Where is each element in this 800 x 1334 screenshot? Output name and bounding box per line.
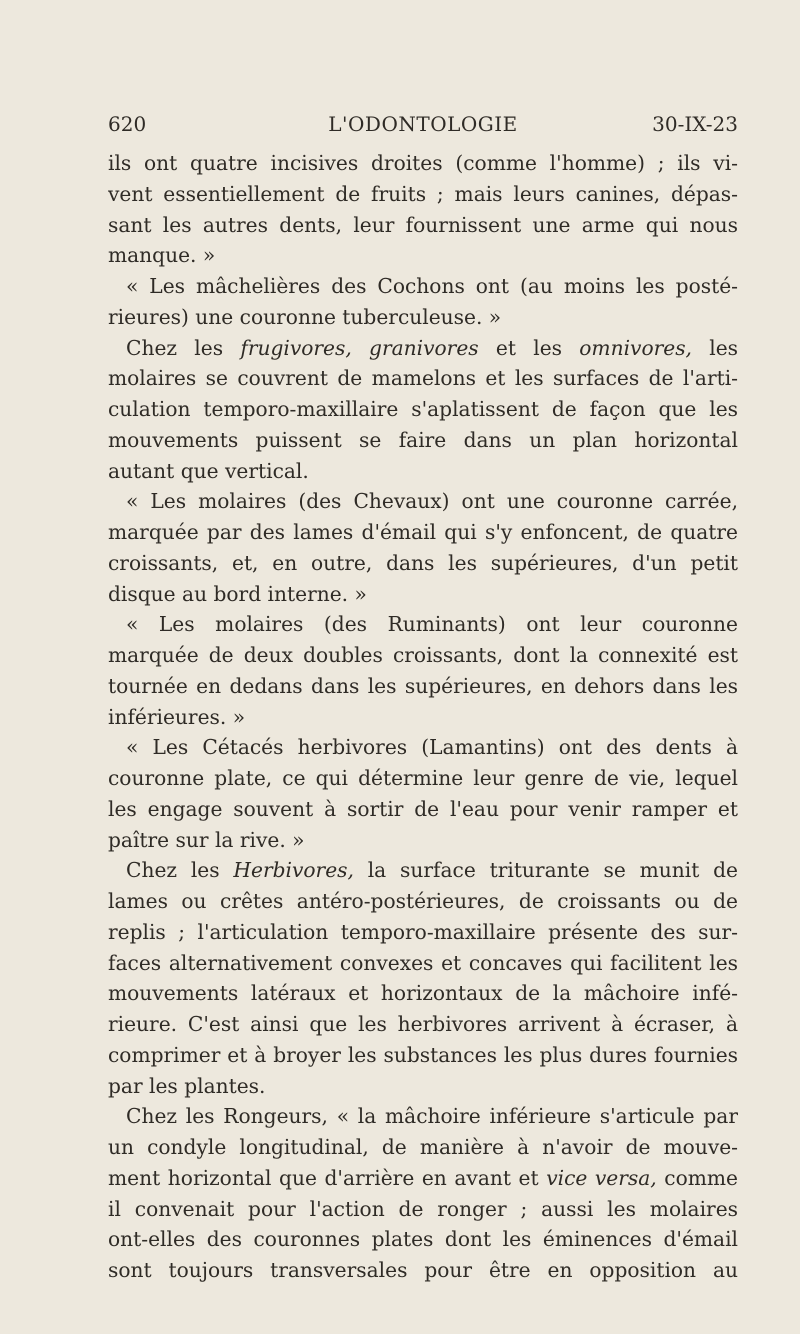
text-line [108,1009,738,1040]
text-run: manque. » [108,243,216,268]
italic-term: omnivores, [579,335,692,360]
text-run: tournée en dedans dans les supérieures, en dehors dans les [108,673,738,698]
text-run: disque au bord interne. » [108,581,367,606]
text-run: culation temporo-maxillaire s'aplatissent de façon que les [108,397,738,421]
issue-date: 30-IX-23 [652,112,738,136]
text-run: Chez les [126,335,241,360]
text-line [108,1224,738,1255]
text-line [108,1101,738,1132]
text-line [108,609,738,640]
text-run: comprimer et à broyer les substances les plus dures fournies [108,1042,738,1067]
text-line [108,210,738,241]
italic-term: Herbivores, [233,858,354,883]
text-run: la surface triturante se munit de [353,858,738,883]
text-line [108,671,738,702]
text-line [108,240,738,271]
text-run: inférieures. » [108,704,246,729]
text-run: les engage souvent à sortir de l'eau pour venir ramper et [108,796,738,821]
text-line [108,456,738,487]
text-run: ont-elles des couronnes plates dont les éminences d'émail [108,1227,738,1252]
text-line [108,978,738,1009]
text-run: Chez les [126,858,234,883]
text-line [108,1163,738,1194]
text-line [108,917,738,948]
italic-term: vice versa, [546,1165,657,1190]
text-line [108,763,738,794]
running-header [108,112,738,148]
text-line [108,825,738,856]
text-line [108,886,738,917]
text-run: replis ; l'articulation temporo-maxillaire présente des sur- [108,919,738,944]
text-line [108,486,738,517]
text-line [108,148,738,179]
text-line [108,948,738,979]
text-line [108,640,738,671]
text-run: sont toujours transversales pour être en opposition au [108,1258,738,1282]
text-run: sant les autres dents, leur fournissent une arme qui nous [108,212,738,237]
text-run: vent essentiellement de fruits ; mais leurs canines, dépas- [108,181,738,206]
text-run: mouvements latéraux et horizontaux de la mâchoire infé- [108,981,738,1006]
page-number: 620 [108,112,147,136]
text-run: croissants, et, en outre, dans les supérieures, d'un petit [108,550,738,575]
text-line [108,302,738,333]
text-run: un condyle longitudinal, de manière à n'avoir de mouve- [108,1135,738,1159]
text-line [108,579,738,610]
text-run: par les plantes. [108,1073,266,1098]
text-run: autant que vertical. [108,458,309,483]
text-line [108,1132,738,1163]
text-line [108,1040,738,1071]
text-line [108,855,738,886]
text-line [108,271,738,302]
text-run: « Les mâchelières des Cochons ont (au moins les posté- [126,274,738,298]
text-line [108,179,738,210]
text-run: paître sur la rive. » [108,827,305,852]
text-run: « Les Cétacés herbivores (Lamantins) ont des dents à [126,735,738,760]
text-line [108,732,738,763]
text-line [108,517,738,548]
text-run: « Les molaires (des Ruminants) ont leur couronne [126,612,738,637]
text-run: Chez les Rongeurs, « la mâchoire inférieure s'articule par [126,1104,738,1129]
text-run: mouvements puissent se faire dans un plan horizontal [108,427,738,452]
text-line [108,1255,738,1286]
text-run: comme [656,1165,738,1190]
text-run: faces alternativement convexes et concaves qui facilitent les [108,950,738,975]
body-text [108,148,738,1286]
text-run: il convenait pour l'action de ronger ; aussi les molaires [108,1196,738,1221]
text-line [108,425,738,456]
text-run: marquée par des lames d'émail qui s'y enfoncent, de quatre [108,520,738,544]
text-run: les [691,335,738,360]
text-line [108,363,738,394]
text-run: rieure. C'est ainsi que les herbivores arrivent à écraser, à [108,1012,738,1036]
text-run: marquée de deux doubles croissants, dont la connexité est [108,643,738,667]
text-run: lames ou crêtes antéro-postérieures, de croissants ou de [108,889,738,913]
text-run: et les [478,335,580,360]
text-run: ils ont quatre incisives droites (comme l'homme) ; ils vi- [108,151,738,175]
text-line [108,394,738,425]
text-line [108,1071,738,1102]
text-run: molaires se couvrent de mamelons et les surfaces de l'arti- [108,366,738,391]
text-line [108,794,738,825]
text-run: « Les molaires (des Chevaux) ont une couronne carrée, [126,489,738,514]
italic-term: frugivores, granivores [240,335,479,360]
journal-title: L'ODONTOLOGIE [328,112,518,136]
text-line [108,702,738,733]
text-run: ment horizontal que d'arrière en avant et [108,1165,547,1190]
text-line [108,548,738,579]
text-run: rieures) une couronne tuberculeuse. » [108,304,502,329]
text-run: couronne plate, ce qui détermine leur genre de vie, lequel [108,766,738,790]
text-line [108,1194,738,1225]
text-line [108,333,738,364]
